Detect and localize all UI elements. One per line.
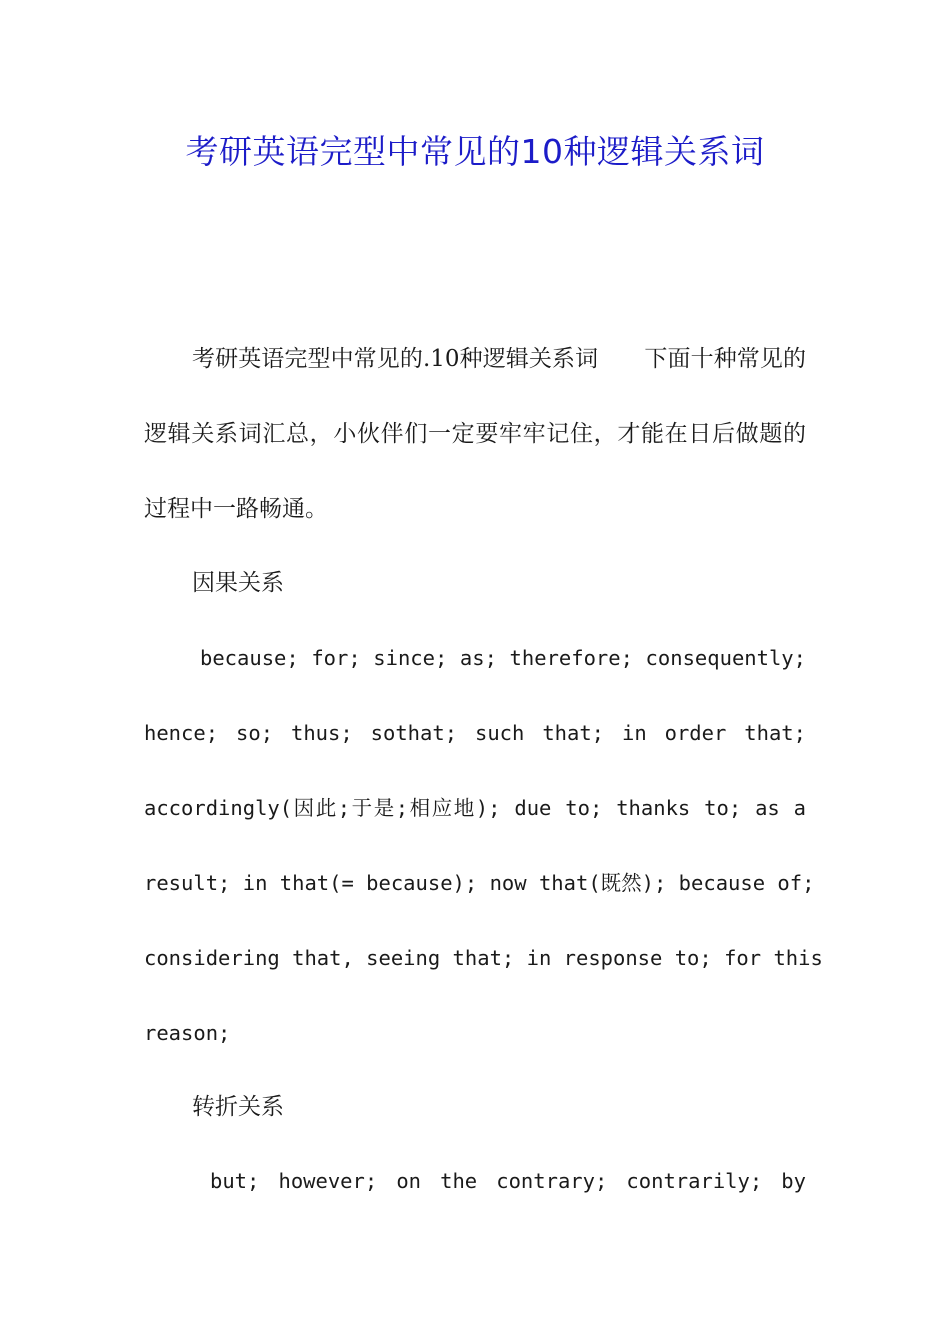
- word-list-line: but; however; on the contrary; contrarily; by: [210, 1169, 806, 1193]
- section-heading-cause-effect: 因果关系: [192, 570, 284, 596]
- document-title: 考研英语完型中常见的10种逻辑关系词: [185, 132, 765, 171]
- word-list-line: result; in that(= because); now that(既然); because of;: [144, 871, 815, 895]
- intro-text: 考研英语完型中常见的.10种逻辑关系词 下面十种常见的逻辑关系词汇总，小伙伴们一定要牢牢记住，才能在日后做题的过程中一路畅通。: [144, 346, 806, 522]
- word-list-line: hence; so; thus; sothat; such that; in order that;: [144, 721, 806, 745]
- section-heading-contrast: 转折关系: [192, 1094, 284, 1120]
- word-list-line: because; for; since; as; therefore; consequently;: [200, 646, 806, 670]
- section-cause-effect-words: [144, 621, 823, 1071]
- intro-paragraph: [144, 322, 806, 547]
- section-contrast-words: [144, 1144, 806, 1219]
- word-list-line: reason;: [144, 1021, 231, 1045]
- word-list-line: accordingly(因此;于是;相应地); due to; thanks to; as a: [144, 796, 806, 820]
- word-list-line: considering that, seeing that; in response to; for this: [144, 946, 823, 970]
